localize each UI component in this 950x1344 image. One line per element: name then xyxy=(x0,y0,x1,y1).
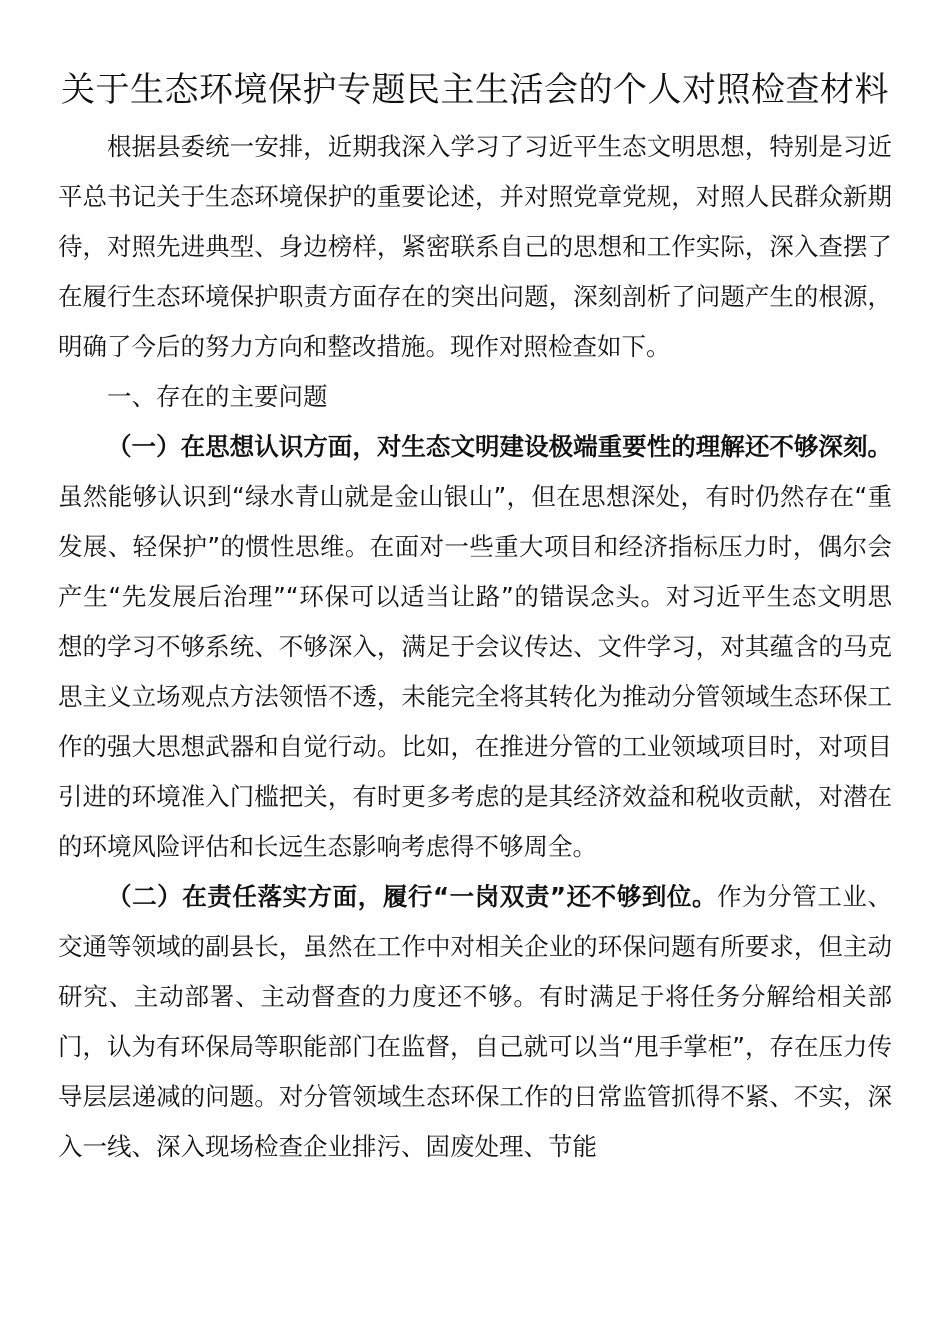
problem-2-body: 作为分管工业、交通等领域的副县长，虽然在工作中对相关企业的环保问题有所要求，但主动研究、主动部署、主动督查的力度还不够。有时满足于将任务分解给相关部门，认为有环保局等职能部门在监督，自己就可以当“甩手掌柜”，存在压力传导层层递减的问题。对分管领域生态环保工作的日常监管抓得不紧、不实，深入一线、深入现场检查企业排污、固废处理、节能 xyxy=(58,882,893,1161)
document-page xyxy=(58,62,892,1172)
problem-2-lead: （二）在责任落实方面，履行“一岗双责”还不够到位。 xyxy=(107,882,718,911)
document-title: 关于生态环境保护专题民主生活会的个人对照检查材料 xyxy=(61,70,889,110)
section-heading: 一、存在的主要问题 xyxy=(107,382,328,411)
problem-1-body: 虽然能够认识到“绿水青山就是金山银山”，但在思想深处，有时仍然存在“重发展、轻保护”的惯性思维。在面对一些重大项目和经济指标压力时，偶尔会产生“先发展后治理”“环保可以适当让路”的错误念头。对习近平生态文明思想的学习不够系统、不够深入，满足于会议传达、文件学习，对其蕴含的马克思主义立场观点方法领悟不透，未能完全将其转化为推动分管领域生态环保工作的强大思想武器和自觉行动。比如，在推进分管的工业领域项目时，对项目引进的环境准入门槛把关，有时更多考虑的是其经济效益和税收贡献，对潜在的环境风险评估和长远生态影响考虑得不够周全。 xyxy=(58,482,892,861)
problem-1-lead: （一）在思想认识方面，对生态文明建设极端重要性的理解还不够深刻。 xyxy=(107,432,892,461)
problem-paragraph-2 xyxy=(58,872,892,1172)
intro-paragraph: 根据县委统一安排，近期我深入学习了习近平生态文明思想，特别是习近平总书记关于生态环境保护的重要论述，并对照党章党规，对照人民群众新期待，对照先进典型、身边榜样，紧密联系自己的思想和工作实际，深入查摆了在履行生态环境保护职责方面存在的突出问题，深刻剖析了问题产生的根源，明确了今后的努力方向和整改措施。现作对照检查如下。 xyxy=(58,132,892,361)
problem-paragraph-1 xyxy=(58,422,892,872)
